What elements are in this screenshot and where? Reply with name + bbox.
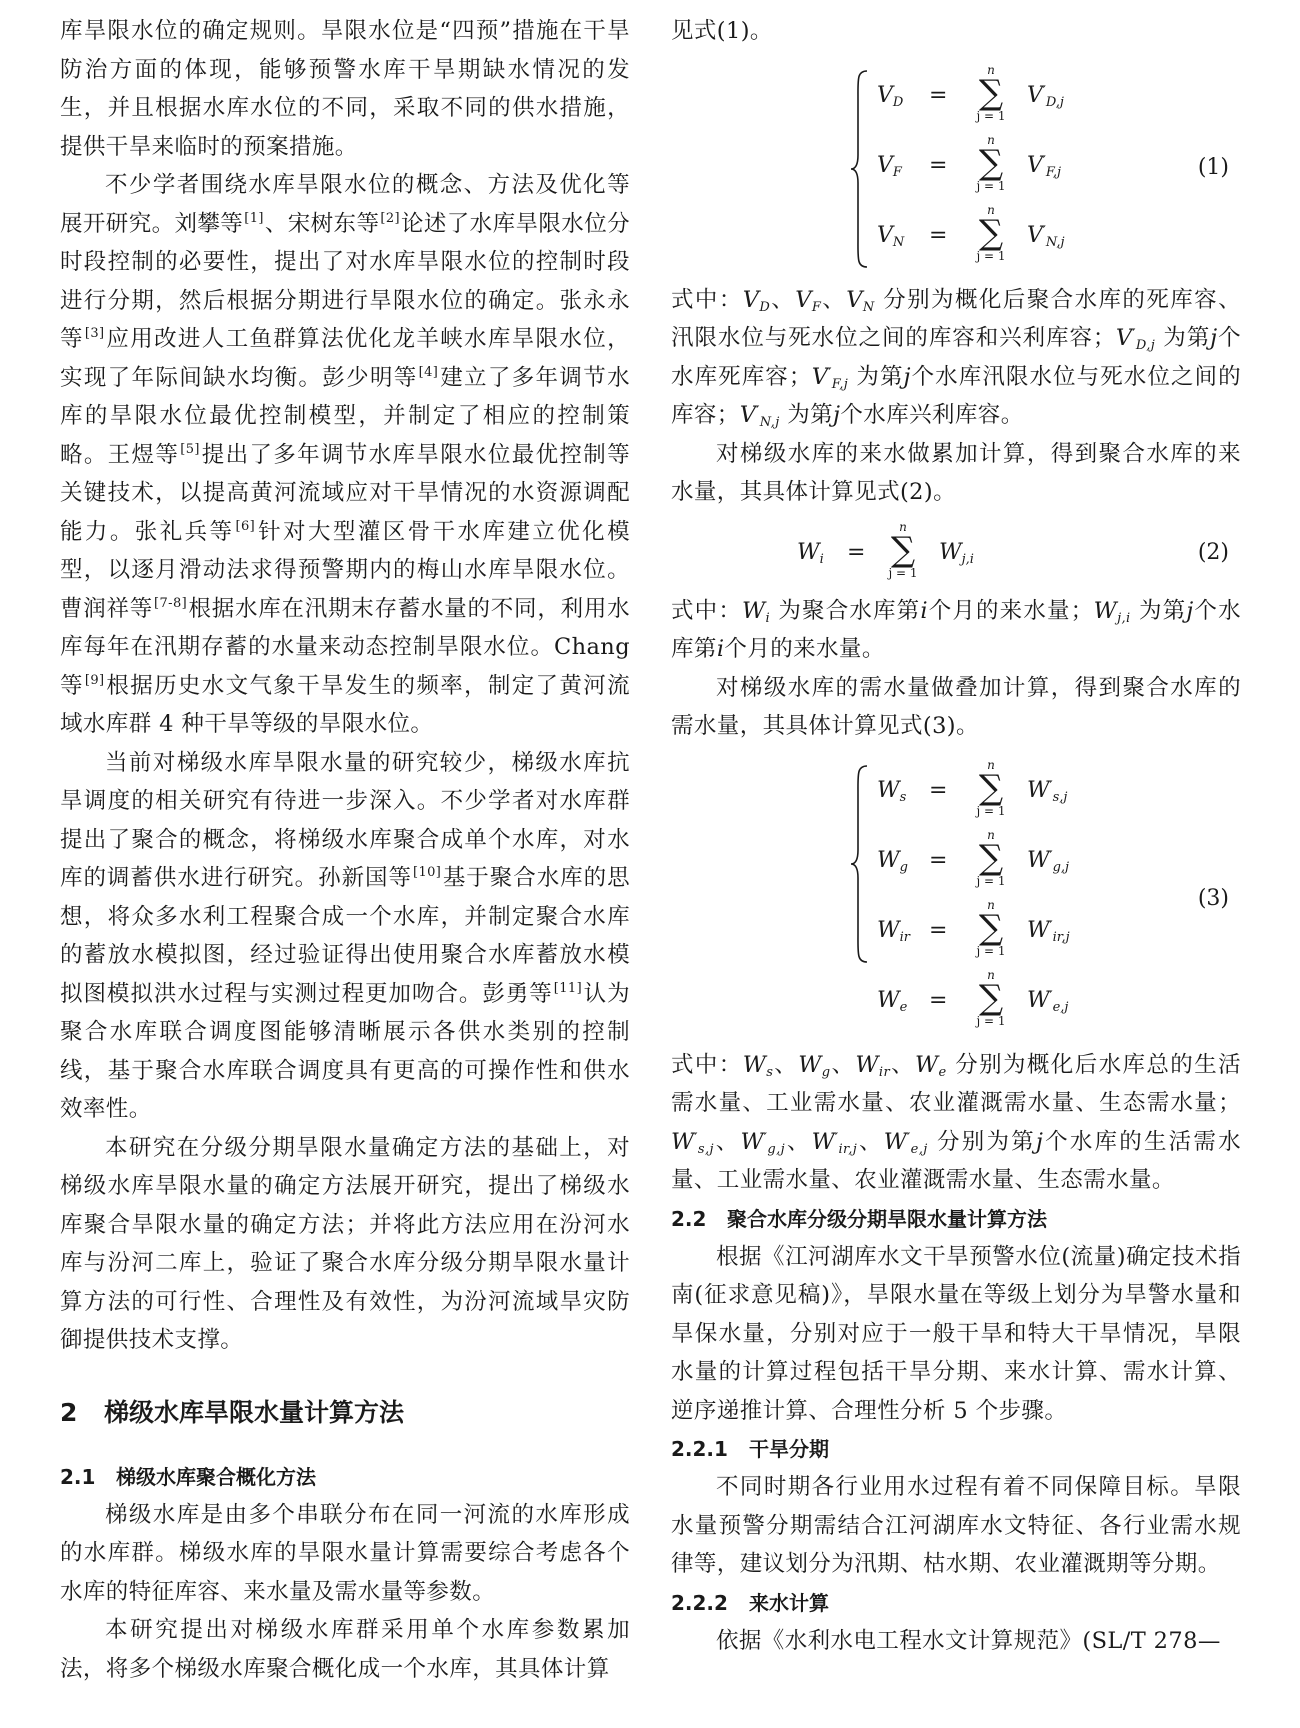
subsection-heading: 2.2 聚合水库分级分期旱限水量计算方法 (671, 1206, 1047, 1231)
paragraph: 对梯级水库的来水做累加计算，得到聚合水库的来水量，其具体计算见式(2)。 (671, 440, 1241, 505)
equation-row: $W_s$ = n ∑ j = 1 $W'_{s,j}$ (877, 757, 1068, 818)
subsubsection-heading: 2.2.1 干旱分期 (671, 1437, 829, 1461)
citation[interactable]: [4] (418, 364, 439, 380)
citation[interactable]: [11] (553, 980, 583, 996)
equation-row: $W_g$ = n ∑ j = 1 $W'_{g,j}$ (877, 827, 1070, 888)
subsubsection-heading: 2.2.2 来水计算 (671, 1590, 829, 1615)
citation[interactable]: [2] (380, 210, 400, 226)
brace-icon (849, 69, 869, 269)
paragraph: 梯级水库是由多个串联分布在同一河流的水库形成的水库群。梯级水库的旱限水量计算需要综合考虑各个水库的特征库容、来水量及需水量等参数。 (60, 1501, 630, 1605)
citation[interactable]: [6] (235, 518, 256, 534)
citation[interactable]: [9] (84, 672, 105, 688)
paragraph: 式中：$W_i$ 为聚合水库第i个月的来水量；$W_{j,i}$ 为第j个水库第i个月的来水量。 (671, 597, 1241, 662)
paragraph: 对梯级水库的需水量做叠加计算，得到聚合水库的需水量，其具体计算见式(3)。 (671, 674, 1241, 739)
paragraph: 不同时期各行业用水过程有着不同保障目标。旱限水量预警分期需结合江河湖库水文特征、各行业需水规律等，建议划分为汛期、枯水期、农业灌溉期等分期。 (671, 1474, 1241, 1577)
equation-3 (671, 758, 1241, 1040)
subsection-heading: 2.1 梯级水库聚合概化方法 (60, 1464, 316, 1489)
left-column (60, 12, 630, 1688)
right-column (671, 12, 1241, 1660)
equation-number: (2) (1197, 539, 1229, 565)
equation-number: (3) (1197, 885, 1229, 911)
brace-icon (849, 764, 869, 964)
paragraph: 不少学者围绕水库旱限水位的概念、方法及优化等展开研究。刘攀等[1]、宋树东等[2]论述了水库旱限水位分时段控制的必要性，提出了对水库旱限水位的控制时段进行分期，然后根据分期进行旱限水位的确定。张永永等[3]应用改进人工鱼群算法优化龙羊峡水库旱限水位，实现了年际间缺水均衡。彭少明等[4]建立了多年调节水库的旱限水位最优控制模型，并制定了相应的控制策略。王煜等[5]提出了多年调节水库旱限水位最优控制等关键技术，以提高黄河流域应对干旱情况的水资源调配能力。张礼兵等[6]针对大型灌区骨干水库建立优化模型，以逐月滑动法求得预警期内的梅山水库旱限水位。曹润祥等[7-8]根据水库在汛期末存蓄水量的不同，利用水库每年在汛期存蓄的水量来动态控制旱限水位。Chang 等[9]根据历史水文气象干旱发生的频率，制定了黄河流域水库群 4 种干旱等级的旱限水位。 (60, 172, 630, 737)
equation-row: $V_N$ = n ∑ j = 1 $V'_{N,j}$ (877, 202, 1065, 263)
section-heading: 2 梯级水库旱限水量计算方法 (60, 1397, 405, 1427)
paragraph: 当前对梯级水库旱限水量的研究较少，梯级水库抗旱调度的相关研究有待进一步深入。不少学者对水库群提出了聚合的概念，将梯级水库聚合成单个水库，对水库的调蓄供水进行研究。孙新国等[10]基于聚合水库的思想，将众多水利工程聚合成一个水库，并制定聚合水库的蓄放水模拟图，经过验证得出使用聚合水库蓄放水模拟图模拟洪水过程与实测过程更加吻合。彭勇等[11]认为聚合水库联合调度图能够清晰展示各供水类别的控制线，基于聚合水库联合调度具有更高的可操作性和供水效率性。 (60, 749, 630, 1122)
citation[interactable]: [3] (84, 326, 105, 341)
equation-number: (1) (1197, 154, 1229, 180)
citation[interactable]: [7-8] (154, 595, 188, 611)
paragraph: 本研究提出对梯级水库群采用单个水库参数累加法，将多个梯级水库聚合概化成一个水库，其具体计算 (60, 1617, 630, 1682)
citation[interactable]: [5] (180, 441, 200, 457)
citation[interactable]: [1] (244, 210, 264, 226)
paragraph: 库旱限水位的确定规则。旱限水位是“四预”措施在干旱防治方面的体现，能够预警水库干旱期缺水情况的发生，并且根据水库水位的不同，采取不同的供水措施，提供干旱来临时的预案措施。 (60, 18, 630, 160)
paragraph: 式中：$W_s$、$W_g$、$W_{ir}$、$W_e$ 分别为概化后水库总的生活需水量、工业需水量、农业灌溉需水量、生态需水量；$W'_{s,j}$、$W'_{g,j}$、$W'_{ir,j}$、$W'_{e,j}$ 分别为第j个水库的生活需水量、工业需水量、农业灌溉需水量、生态需水量。 (671, 1051, 1241, 1193)
equation-row: $V_D$ = n ∑ j = 1 $V'_{D,j}$ (877, 62, 1064, 123)
citation[interactable]: [10] (412, 865, 442, 880)
paragraph: 本研究在分级分期旱限水量确定方法的基础上，对梯级水库旱限水量的确定方法展开研究，提出了梯级水库聚合旱限水量的确定方法；并将此方法应用在汾河水库与汾河二库上，验证了聚合水库分级分期旱限水量计算方法的可行性、合理性及有效性，为汾河流域旱灾防御提供技术支撑。 (60, 1134, 630, 1353)
equation-1 (671, 63, 1241, 275)
paragraph: 根据《江河湖库水文干旱预警水位(流量)确定技术指南(征求意见稿)》，旱限水量在等级上划分为旱警水量和旱保水量，分别对应于一般干旱和特大干旱情况，旱限水量的计算过程包括干旱分期、来水计算、需水计算、逆序递推计算、合理性分析 5 个步骤。 (671, 1243, 1241, 1424)
paragraph: 式中：$V_D$、$V_F$、$V_N$ 分别为概化后聚合水库的死库容、汛限水位与死水位之间的库容和兴利库容；$V'_{D,j}$ 为第j个水库死库容；$V'_{F,j}$ 为第j个水库汛限水位与死水位之间的库容；$V'_{N,j}$ 为第j个水库兴利库容。 (671, 286, 1241, 430)
paragraph: 依据《水利水电工程水文计算规范》(SL/T 278— (716, 1627, 1221, 1654)
paragraph: 见式(1)。 (671, 18, 773, 44)
equation-2: $W_i$ = n ∑ j = 1 $W_{j,i}$ (2) (797, 519, 1229, 580)
equation-row: $W_{ir}$ = n ∑ j = 1 $W'_{ir,j}$ (877, 897, 1070, 958)
equation-row: $W_e$ = n ∑ j = 1 $W'_{e,j}$ (877, 967, 1069, 1028)
equation-row: $V_F$ = n ∑ j = 1 $V'_{F,j}$ (877, 132, 1062, 193)
